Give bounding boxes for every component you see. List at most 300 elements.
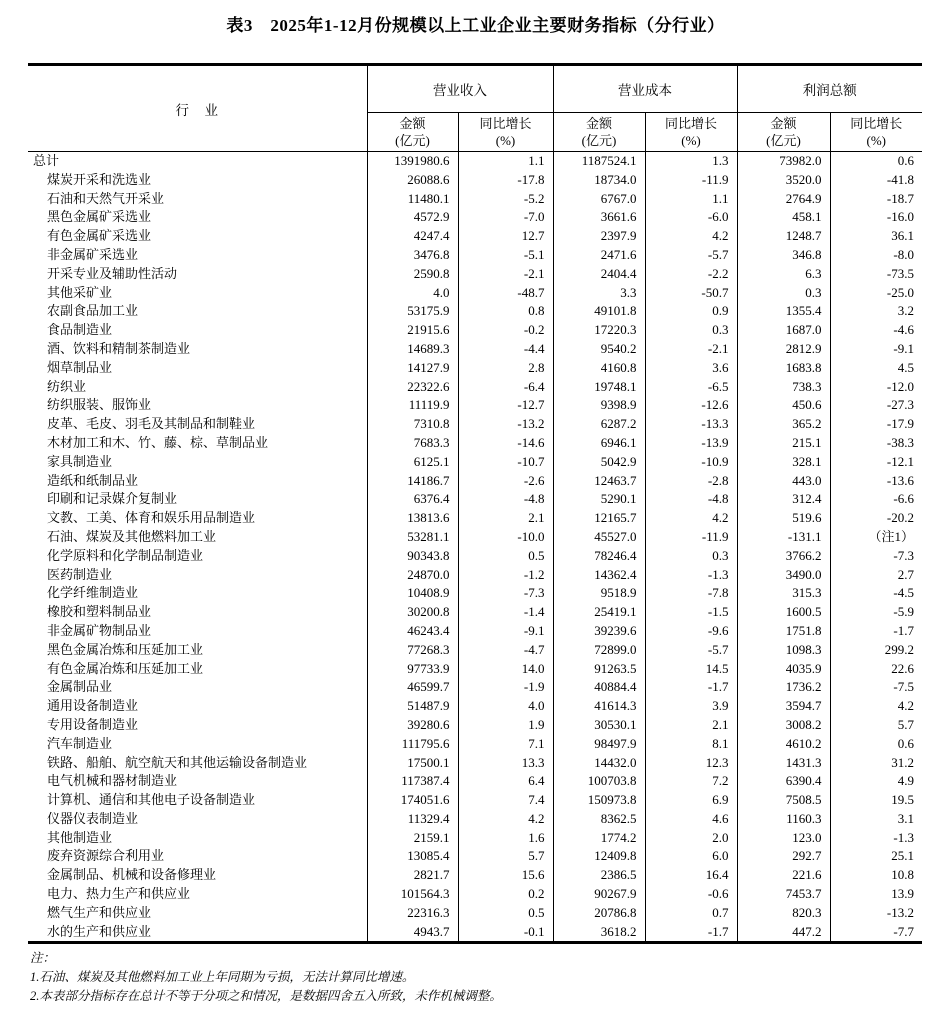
cell-value: 11329.4 [367,810,458,829]
cell-value: 13.3 [458,754,553,773]
cell-value: -0.1 [458,923,553,943]
cell-value: 0.8 [458,302,553,321]
cell-value: -7.3 [458,584,553,603]
cell-value: 14.0 [458,660,553,679]
cell-value: 0.3 [737,284,830,303]
table-row [28,190,922,209]
table-row [28,490,922,509]
table-row [28,284,922,303]
cell-value: 1600.5 [737,603,830,622]
cell-value: 8362.5 [553,810,645,829]
cell-value: 328.1 [737,453,830,472]
cell-value: 7683.3 [367,434,458,453]
cell-value: -4.8 [458,490,553,509]
table-row [28,434,922,453]
cell-value: 2471.6 [553,246,645,265]
cell-value: 40884.4 [553,678,645,697]
cell-value: 6.3 [737,265,830,284]
table-row [28,321,922,340]
cell-value: 292.7 [737,847,830,866]
industry-name: 纺织业 [47,378,87,394]
cell-value: 1160.3 [737,810,830,829]
cell-value: 12463.7 [553,472,645,491]
table-row [28,641,922,660]
cell-value: 7310.8 [367,415,458,434]
cell-value: 4.9 [830,772,922,791]
cell-value: 49101.8 [553,302,645,321]
growth-label: 同比增长 [479,116,532,131]
cell-value: -20.2 [830,509,922,528]
table-row [28,359,922,378]
cell-value: -4.8 [645,490,737,509]
cell-value: 7.2 [645,772,737,791]
cell-value: -9.1 [458,622,553,641]
table-row [28,472,922,491]
cell-value: 4.2 [645,509,737,528]
industry-name: 通用设备制造业 [47,698,139,714]
cell-value: 365.2 [737,415,830,434]
table-row [28,885,922,904]
cell-value: 2386.5 [553,866,645,885]
cell-value: -5.2 [458,190,553,209]
table-row [28,772,922,791]
cell-value: 3490.0 [737,566,830,585]
industry-name: 黑色金属冶炼和压延加工业 [47,641,204,657]
cell-value: 0.6 [830,152,922,171]
industry-name: 酒、饮料和精制茶制造业 [47,340,191,356]
cell-value: 14689.3 [367,340,458,359]
cell-value: 4.2 [645,227,737,246]
profit-growth-header [830,113,922,152]
cell-value: 174051.6 [367,791,458,810]
industry-name: 非金属矿物制品业 [47,622,152,638]
cell-value: 98497.9 [553,735,645,754]
cell-value: 11119.9 [367,396,458,415]
cell-value: -6.5 [645,378,737,397]
cell-value: 51487.9 [367,697,458,716]
cell-value: 17500.1 [367,754,458,773]
cell-value: 1683.8 [737,359,830,378]
cell-value: 1751.8 [737,622,830,641]
industry-column-header: 行 业 [28,65,367,152]
cell-value: 7.1 [458,735,553,754]
cell-value: 4943.7 [367,923,458,943]
cell-value: 11480.1 [367,190,458,209]
cell-value: 221.6 [737,866,830,885]
table-body [28,152,922,943]
cell-value: 0.2 [458,885,553,904]
cell-value: -10.7 [458,453,553,472]
cell-value: 20786.8 [553,904,645,923]
cell-value: 2.1 [645,716,737,735]
cell-value: 5.7 [830,716,922,735]
cell-value: 16.4 [645,866,737,885]
cell-value: 2397.9 [553,227,645,246]
cell-value: 1.1 [458,152,553,171]
profit-amount-header [737,113,830,152]
cell-value: -1.7 [645,923,737,943]
cell-value: 91263.5 [553,660,645,679]
cell-value: 3.1 [830,810,922,829]
cell-value: 3618.2 [553,923,645,943]
cell-value: -9.6 [645,622,737,641]
cell-value: 14362.4 [553,566,645,585]
cell-value: -1.3 [645,566,737,585]
cell-value: 13813.6 [367,509,458,528]
cell-value: 4247.4 [367,227,458,246]
cell-value: 4.6 [645,810,737,829]
industry-name: 黑色金属矿采选业 [47,209,152,225]
cell-value: 7.4 [458,791,553,810]
cell-value: 12.7 [458,227,553,246]
table-row [28,847,922,866]
industry-name: 铁路、船舶、航空航天和其他运输设备制造业 [47,754,308,770]
table-row [28,340,922,359]
cell-value: 78246.4 [553,547,645,566]
cell-value: 4.5 [830,359,922,378]
industry-name: 专用设备制造业 [47,716,139,732]
table-row [28,509,922,528]
cell-value: 15.6 [458,866,553,885]
cell-value: 46243.4 [367,622,458,641]
cell-value: -0.2 [458,321,553,340]
industry-name: 其他采矿业 [47,284,113,300]
industry-name: 食品制造业 [47,322,113,338]
cell-value: 14432.0 [553,754,645,773]
amount-unit-label: (亿元) [766,133,801,148]
cell-value: 4572.9 [367,208,458,227]
industry-name: 废弃资源综合利用业 [47,848,165,864]
industry-name: 汽车制造业 [47,735,113,751]
cell-value: 1187524.1 [553,152,645,171]
cell-value: 26088.6 [367,171,458,190]
cell-value: 22.6 [830,660,922,679]
cell-value: 458.1 [737,208,830,227]
cell-value: 4035.9 [737,660,830,679]
cell-value: -2.1 [645,340,737,359]
cell-value: 1.6 [458,829,553,848]
cost-growth-header [645,113,737,152]
cell-value: 9540.2 [553,340,645,359]
group-header-cost: 营业成本 [553,65,737,113]
cell-value: 24870.0 [367,566,458,585]
industry-name: 石油、煤炭及其他燃料加工业 [47,528,217,544]
cell-value: 3766.2 [737,547,830,566]
cell-value: -10.9 [645,453,737,472]
cell-value: 2821.7 [367,866,458,885]
cell-value: -18.7 [830,190,922,209]
cell-value: 12165.7 [553,509,645,528]
cell-value: -5.1 [458,246,553,265]
cell-value: -13.9 [645,434,737,453]
cell-value: -7.7 [830,923,922,943]
cell-value: 4.0 [458,697,553,716]
growth-label: 同比增长 [850,116,903,131]
cell-value: 443.0 [737,472,830,491]
cell-value: 19748.1 [553,378,645,397]
cell-value: 2404.4 [553,265,645,284]
cell-value: 25.1 [830,847,922,866]
cell-value: 77268.3 [367,641,458,660]
cell-value: 3520.0 [737,171,830,190]
cell-value: 117387.4 [367,772,458,791]
amount-label: 金额 [399,116,426,131]
cell-value: 22322.6 [367,378,458,397]
table-row [28,754,922,773]
cell-value: 7508.5 [737,791,830,810]
cell-value: 31.2 [830,754,922,773]
cell-value: -9.1 [830,340,922,359]
industry-name: 烟草制品业 [47,359,113,375]
cell-value: -7.0 [458,208,553,227]
industry-name: 纺织服装、服饰业 [47,397,152,413]
cell-value: 90267.9 [553,885,645,904]
growth-label: 同比增长 [664,116,717,131]
cell-value: 72899.0 [553,641,645,660]
table-row [28,528,922,547]
cell-value: 3.6 [645,359,737,378]
cell-value: 3476.8 [367,246,458,265]
cell-value: -12.6 [645,396,737,415]
cell-value: 14186.7 [367,472,458,491]
cell-value: 6.0 [645,847,737,866]
cell-value: -1.4 [458,603,553,622]
cell-value: 0.6 [830,735,922,754]
cell-value: -25.0 [830,284,922,303]
cell-value: 3008.2 [737,716,830,735]
cell-value: -1.5 [645,603,737,622]
cell-value: -13.2 [458,415,553,434]
cell-value: -12.7 [458,396,553,415]
table-row [28,697,922,716]
cell-value: 3.9 [645,697,737,716]
cell-value: 12409.8 [553,847,645,866]
cell-value: 1.9 [458,716,553,735]
cell-value: 19.5 [830,791,922,810]
cost-amount-header [553,113,645,152]
table-row [28,152,922,171]
cell-value: -1.9 [458,678,553,697]
cell-value: -2.6 [458,472,553,491]
cell-value: 447.2 [737,923,830,943]
cell-value: 12.3 [645,754,737,773]
cell-value: -4.6 [830,321,922,340]
cell-value: -13.6 [830,472,922,491]
cell-value: -5.9 [830,603,922,622]
cell-value: -6.6 [830,490,922,509]
industry-name: 金属制品业 [47,679,113,695]
cell-value: 1431.3 [737,754,830,773]
cell-value: 9398.9 [553,396,645,415]
cell-value: 22316.3 [367,904,458,923]
industry-name: 家具制造业 [47,453,113,469]
cell-value: 36.1 [830,227,922,246]
growth-unit-label: (%) [495,133,516,148]
footnote-label: 注： [30,951,56,966]
footnote-item: 2.本表部分指标存在总计不等于分项之和情况，是数据四舍五入所致，未作机械调整。 [30,989,502,1004]
cell-value: 100703.8 [553,772,645,791]
table-row [28,171,922,190]
cell-value: 14.5 [645,660,737,679]
industry-name: 石油和天然气开采业 [47,190,165,206]
growth-unit-label: (%) [681,133,701,148]
cell-value: 519.6 [737,509,830,528]
cell-value: 97733.9 [367,660,458,679]
cell-value: 2812.9 [737,340,830,359]
cell-value: -131.1 [737,528,830,547]
cell-value: 5.7 [458,847,553,866]
cell-value: -73.5 [830,265,922,284]
table-row [28,547,922,566]
cell-value: 2.7 [830,566,922,585]
cell-value: 6390.4 [737,772,830,791]
industry-name: 造纸和纸制品业 [47,472,139,488]
cell-value: （注1） [830,528,922,547]
cell-value: 13.9 [830,885,922,904]
cell-value: 30200.8 [367,603,458,622]
cell-value: 3.2 [830,302,922,321]
cell-value: 1391980.6 [367,152,458,171]
cell-value: 2.0 [645,829,737,848]
cell-value: -27.3 [830,396,922,415]
cell-value: 1.1 [645,190,737,209]
cell-value: 3661.6 [553,208,645,227]
table-row [28,810,922,829]
table-row [28,866,922,885]
cell-value: -5.7 [645,641,737,660]
cell-value: -13.2 [830,904,922,923]
cell-value: 3.3 [553,284,645,303]
industry-name: 电气机械和器材制造业 [47,773,178,789]
cell-value: 0.5 [458,547,553,566]
amount-label: 金额 [585,116,612,131]
table-row [28,660,922,679]
cell-value: 6946.1 [553,434,645,453]
cell-value: 4.0 [367,284,458,303]
cell-value: 41614.3 [553,697,645,716]
cell-value: 30530.1 [553,716,645,735]
cell-value: 6125.1 [367,453,458,472]
table-row [28,378,922,397]
table-row [28,227,922,246]
cell-value: 6376.4 [367,490,458,509]
cell-value: 5042.9 [553,453,645,472]
cell-value: 1248.7 [737,227,830,246]
cell-value: 39239.6 [553,622,645,641]
industry-name: 其他制造业 [47,829,113,845]
cell-value: 1355.4 [737,302,830,321]
cell-value: 4.2 [830,697,922,716]
industry-name: 煤炭开采和洗选业 [47,171,152,187]
page-title: 表3 2025年1-12月份规模以上工业企业主要财务指标（分行业） [226,16,725,35]
cell-value: 2590.8 [367,265,458,284]
cell-value: -7.8 [645,584,737,603]
cell-value: -17.9 [830,415,922,434]
cell-value: -13.3 [645,415,737,434]
cell-value: 820.3 [737,904,830,923]
cell-value: 101564.3 [367,885,458,904]
cell-value: 4160.8 [553,359,645,378]
cell-value: 299.2 [830,641,922,660]
group-header-revenue: 营业收入 [367,65,553,113]
cell-value: 4610.2 [737,735,830,754]
cell-value: 18734.0 [553,171,645,190]
cell-value: 13085.4 [367,847,458,866]
cell-value: -4.7 [458,641,553,660]
table-row [28,584,922,603]
financial-indicators-table [28,63,922,944]
cell-value: -12.1 [830,453,922,472]
cell-value: 90343.8 [367,547,458,566]
footnote-item: 1.石油、煤炭及其他燃料加工业上年同期为亏损，无法计算同比增速。 [30,970,415,985]
cell-value: 5290.1 [553,490,645,509]
cell-value: 2764.9 [737,190,830,209]
cell-value: 312.4 [737,490,830,509]
group-header-profit: 利润总额 [737,65,922,113]
cell-value: -1.7 [645,678,737,697]
table-row [28,923,922,943]
cell-value: -14.6 [458,434,553,453]
industry-name: 水的生产和供应业 [47,923,152,939]
cell-value: -6.0 [645,208,737,227]
cell-value: -5.7 [645,246,737,265]
cell-value: 215.1 [737,434,830,453]
industry-name: 计算机、通信和其他电子设备制造业 [47,792,256,808]
cell-value: -41.8 [830,171,922,190]
amount-unit-label: (亿元) [395,133,430,148]
cell-value: 1774.2 [553,829,645,848]
cell-value: -8.0 [830,246,922,265]
cell-value: 123.0 [737,829,830,848]
cell-value: 3594.7 [737,697,830,716]
table-row [28,829,922,848]
industry-name: 有色金属矿采选业 [47,228,152,244]
industry-name: 仪器仪表制造业 [47,810,139,826]
cell-value: 738.3 [737,378,830,397]
cell-value: -2.2 [645,265,737,284]
cell-value: 8.1 [645,735,737,754]
cell-value: 7453.7 [737,885,830,904]
industry-name: 木材加工和木、竹、藤、棕、草制品业 [47,434,269,450]
table-row [28,904,922,923]
revenue-amount-header [367,113,458,152]
table-row [28,678,922,697]
cell-value: -2.1 [458,265,553,284]
cell-value: 53281.1 [367,528,458,547]
cell-value: 4.2 [458,810,553,829]
cell-value: 73982.0 [737,152,830,171]
cell-value: 150973.8 [553,791,645,810]
cell-value: 1736.2 [737,678,830,697]
cell-value: -2.8 [645,472,737,491]
industry-name: 文教、工美、体育和娱乐用品制造业 [47,510,256,526]
cell-value: -1.7 [830,622,922,641]
cell-value: 21915.6 [367,321,458,340]
cell-value: 53175.9 [367,302,458,321]
cell-value: -10.0 [458,528,553,547]
cell-value: 6.9 [645,791,737,810]
cell-value: 0.3 [645,321,737,340]
cell-value: -1.3 [830,829,922,848]
industry-name: 橡胶和塑料制品业 [47,604,152,620]
cell-value: 46599.7 [367,678,458,697]
cell-value: 1.3 [645,152,737,171]
cell-value: 45527.0 [553,528,645,547]
industry-name: 金属制品、机械和设备修理业 [47,867,217,883]
industry-name: 农副食品加工业 [47,303,139,319]
cell-value: 2159.1 [367,829,458,848]
cell-value: 10.8 [830,866,922,885]
